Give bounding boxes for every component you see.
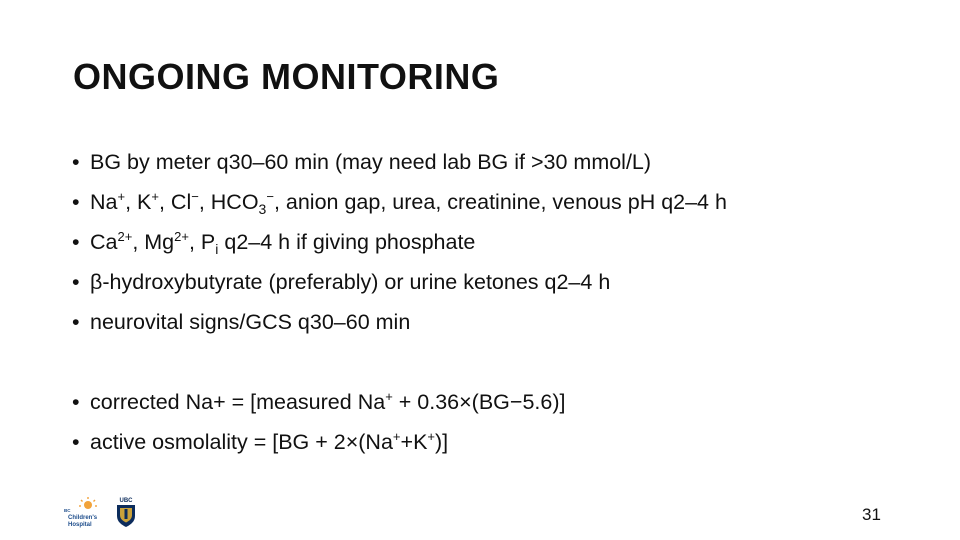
bullet-ketones xyxy=(72,262,932,302)
superscript: + xyxy=(117,189,126,204)
bullet-text: corrected Na+ = [measured Na xyxy=(90,390,386,414)
superscript: 2+ xyxy=(174,229,189,244)
superscript: − xyxy=(191,189,199,204)
sun-icon xyxy=(79,497,97,509)
bullet-spacer xyxy=(72,342,932,382)
bullet-neurovitals xyxy=(72,302,932,342)
bullet-text: , Mg xyxy=(132,230,175,254)
bullet-bg xyxy=(72,142,932,182)
bullet-marker: • xyxy=(72,310,80,334)
superscript: + xyxy=(151,189,159,204)
superscript: + xyxy=(427,429,436,444)
bullet-corrected-sodium xyxy=(72,382,932,422)
footer-logos xyxy=(62,496,142,530)
subscript: 3 xyxy=(258,201,267,217)
bullet-active-osmolality xyxy=(72,422,932,462)
bullet-text: +K xyxy=(400,430,428,454)
bcch-logo-text: Children's xyxy=(68,515,98,521)
bullet-marker: • xyxy=(72,390,80,414)
superscript: + xyxy=(392,429,401,444)
bullet-marker: • xyxy=(72,270,80,294)
bullet-text: Na xyxy=(90,190,118,214)
bullet-text: , anion gap, urea, creatinine, venous pH q2–4 h xyxy=(273,190,727,214)
bullet-text: , P xyxy=(188,230,216,254)
bullet-marker: • xyxy=(72,230,80,254)
bullet-list xyxy=(72,142,932,462)
bcch-logo-text: Hospital xyxy=(68,522,92,528)
bullet-text: neurovital signs/GCS q30–60 min xyxy=(90,310,411,334)
superscript: 2+ xyxy=(117,229,133,244)
bullet-text: + 0.36×(BG−5.6)] xyxy=(392,390,566,414)
bullet-text: , K xyxy=(125,190,152,214)
subscript: i xyxy=(215,241,219,257)
bullet-calcium xyxy=(72,222,932,262)
slide-title: ONGOING MONITORING xyxy=(73,56,500,97)
bullet-text: , HCO xyxy=(198,190,259,214)
bc-childrens-hospital-logo xyxy=(62,496,106,530)
bcch-logo-text: BC xyxy=(64,508,71,513)
bullet-electrolytes xyxy=(72,182,932,222)
ubc-logo-text: UBC xyxy=(119,498,133,504)
bullet-text: BG by meter q30–60 min (may need lab BG if >30 mmol/L) xyxy=(90,150,652,174)
bullet-marker: • xyxy=(72,190,80,214)
bullet-text: active osmolality = [BG + 2×(Na xyxy=(90,430,393,454)
superscript: − xyxy=(266,189,274,204)
ubc-logo xyxy=(114,496,138,528)
bullet-text: Ca xyxy=(90,230,118,254)
bullet-text: β-hydroxybutyrate (preferably) or urine ketones q2–4 h xyxy=(90,270,611,294)
bullet-text: , Cl xyxy=(158,190,192,214)
superscript: + xyxy=(385,389,393,404)
bullet-marker: • xyxy=(72,150,80,174)
bullet-text: )] xyxy=(435,430,449,454)
bullet-marker: • xyxy=(72,430,80,454)
page-number: 31 xyxy=(862,505,881,524)
bullet-text: q2–4 h if giving phosphate xyxy=(218,230,476,254)
